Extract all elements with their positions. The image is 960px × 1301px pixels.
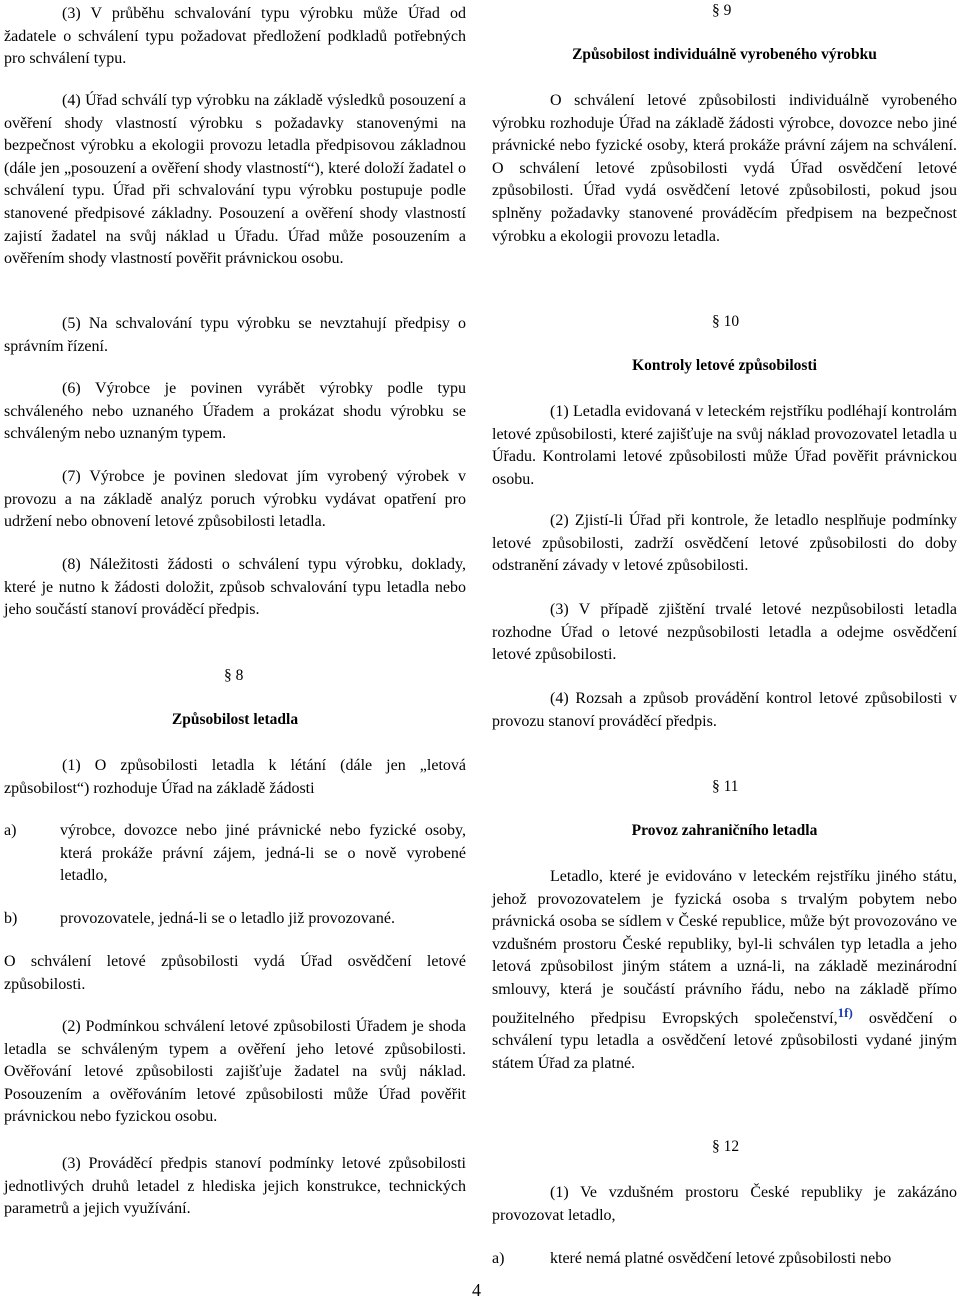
list-item-b — [4, 908, 466, 931]
paragraph-7-8: (8) Náležitosti žádosti o schválení typu výrobku, doklady, které je nutno k žádosti doložit, způsob schvalování typu letadla nebo jeho součástí stanoví prováděcí předpis. — [4, 556, 466, 619]
page-number: 4 — [472, 1280, 481, 1300]
list-text: provozovatele, jedná-li se o letadlo již provozované. — [60, 910, 395, 927]
section-9-number: § 9 — [712, 2, 732, 19]
section-9-paragraph: O schválení letové způsobilosti individuálně vyrobeného výrobku rozhoduje Úřad na základě žádosti výrobce, dovozce nebo jiné právnické nebo fyzické osoby, která prokáže právní zájem na schválení. O schválení letové způsobilosti vydá Úřad osvědčení letové způsobilosti. Úřad vydá osvědčení letové způsobilosti, pokud jsou splněny požadavky stanovené prováděcím předpisem na bezpečnost výrobku a ekologii provozu letadla. — [492, 92, 957, 245]
section-11-number: § 11 — [712, 778, 739, 795]
section-11-title: Provoz zahraničního letadla — [631, 822, 818, 839]
section-8-after-list: O schválení letové způsobilosti vydá Úřad osvědčení letové způsobilosti. — [4, 953, 466, 993]
list-text: výrobce, dovozce nebo jiné právnické nebo fyzické osoby, která prokáže právní zájem, jedná-li se o nově vyrobené letadlo, — [60, 822, 466, 885]
list-item-a — [4, 820, 466, 888]
paragraph-7-6: (6) Výrobce je povinen vyrábět výrobky podle typu schváleného nebo uznaného Úřadem a prokázat shodu výrobku se schváleným nebo uznaným typem. — [4, 380, 466, 443]
section-9-title: Způsobilost individuálně vyrobeného výrobku — [572, 46, 877, 63]
section-10-paragraph-4: (4) Rozsah a způsob provádění kontrol letové způsobilosti v provozu stanoví prováděcí předpis. — [492, 690, 957, 730]
list-marker: b) — [4, 910, 18, 927]
section-8-paragraph-2: (2) Podmínkou schválení letové způsobilosti Úřadem je shoda letadla se schváleným typem a ověření jeho letové způsobilosti. Ověřování letové způsobilosti zajišťuje žadatel na svůj náklad. Posouzením a ověřováním letové způsobilosti může Úřad pověřit právnickou nebo fyzickou osobu. — [4, 1018, 466, 1126]
section-8-title: Způsobilost letadla — [171, 711, 299, 728]
section-8-number: § 8 — [224, 667, 244, 684]
paragraph-7-3: (3) V průběhu schvalování typu výrobku může Úřad od žadatele o schválení typu požadovat předložení podkladů potřebných pro schválení typu. — [4, 5, 466, 68]
section-12-paragraph-1: (1) Ve vzdušném prostoru České republiky je zakázáno provozovat letadlo, — [492, 1184, 957, 1224]
section-10-number: § 10 — [712, 313, 740, 330]
section-12-number: § 12 — [712, 1138, 740, 1155]
list-marker: a) — [4, 822, 17, 839]
section-10-paragraph-1: (1) Letadla evidovaná v leteckém rejstříku podléhají kontrolám letové způsobilosti, které zajišťuje na svůj náklad provozovatel letadla u Úřadu. Kontrolami letové způsobilosti může Úřad pověřit právnickou osobu. — [492, 403, 957, 488]
section-11-text-b: osvědčení o schválení typu letadla a osvědčení letové způsobilosti vydané jiným státem Úřad za platné. — [492, 1009, 958, 1072]
section-10-paragraph-2: (2) Zjistí-li Úřad při kontrole, že letadlo nesplňuje podmínky letové způsobilosti, zadrží osvědčení letové způsobilosti do doby odstranění závady v letové způsobilosti. — [492, 512, 957, 575]
section-8-paragraph-1: (1) O způsobilosti letadla k létání (dále jen „letová způsobilost“) rozhoduje Úřad na základě žádosti — [4, 757, 466, 797]
paragraph-7-5: (5) Na schvalování typu výrobku se nevztahují předpisy o správním řízení. — [4, 315, 466, 355]
section-10-title: Kontroly letové způsobilosti — [632, 357, 817, 374]
list-marker: a) — [492, 1250, 505, 1267]
footnote-reference[interactable]: 1f) — [837, 1004, 853, 1020]
section-11-text-a: Letadlo, které je evidováno v leteckém rejstříku jiného státu, jehož provozovatelem je fyzická osoba s trvalým pobytem nebo právnická osoba se sídlem v České republice, může být provozováno ve vzdušném prostoru České republiky, byl-li schválen typ letadla a jeho letová způsobilost jiným státem a uzná-li, na základě mezinárodní smlouvy, která je součástí právního řádu, nebo na základě přímo použitelného předpisu Evropských společenství, — [492, 868, 957, 1027]
list-text: které nemá platné osvědčení letové způsobilosti nebo — [550, 1250, 892, 1267]
paragraph-7-7: (7) Výrobce je povinen sledovat jím vyrobený výrobek v provozu a na základě analýz poruch výrobku vydávat opatření pro udržení nebo obnovení letové způsobilosti letadla. — [4, 468, 466, 531]
section-12-list-item-a — [492, 1248, 957, 1271]
paragraph-7-4: (4) Úřad schválí typ výrobku na základě výsledků posouzení a ověření shody vlastností výrobku s požadavky stanovenými na bezpečnost výrobku a ekologii provozu letadla předpisovou základnou (dále jen „posouzení a ověření shody vlastností“), které doloží žadatel o schválení typu. Úřad při schvalování typu výrobku postupuje podle stanovené předpisové základny. Posouzení a ověření shody vlastností zajistí žadatel na svůj náklad u Úřadu. Úřad může posouzením a ověřením shody vlastností pověřit právnickou osobu. — [4, 92, 466, 268]
section-10-paragraph-3: (3) V případě zjištění trvalé letové nezpůsobilosti letadla rozhodne Úřad o letové nezpůsobilosti letadla a odejme osvědčení letové způsobilosti. — [492, 601, 957, 664]
section-8-paragraph-3: (3) Prováděcí předpis stanoví podmínky letové způsobilosti jednotlivých druhů letadel z hlediska jejich konstrukce, technických parametrů a jejich využívání. — [4, 1155, 466, 1218]
section-11-paragraph — [492, 866, 957, 1075]
